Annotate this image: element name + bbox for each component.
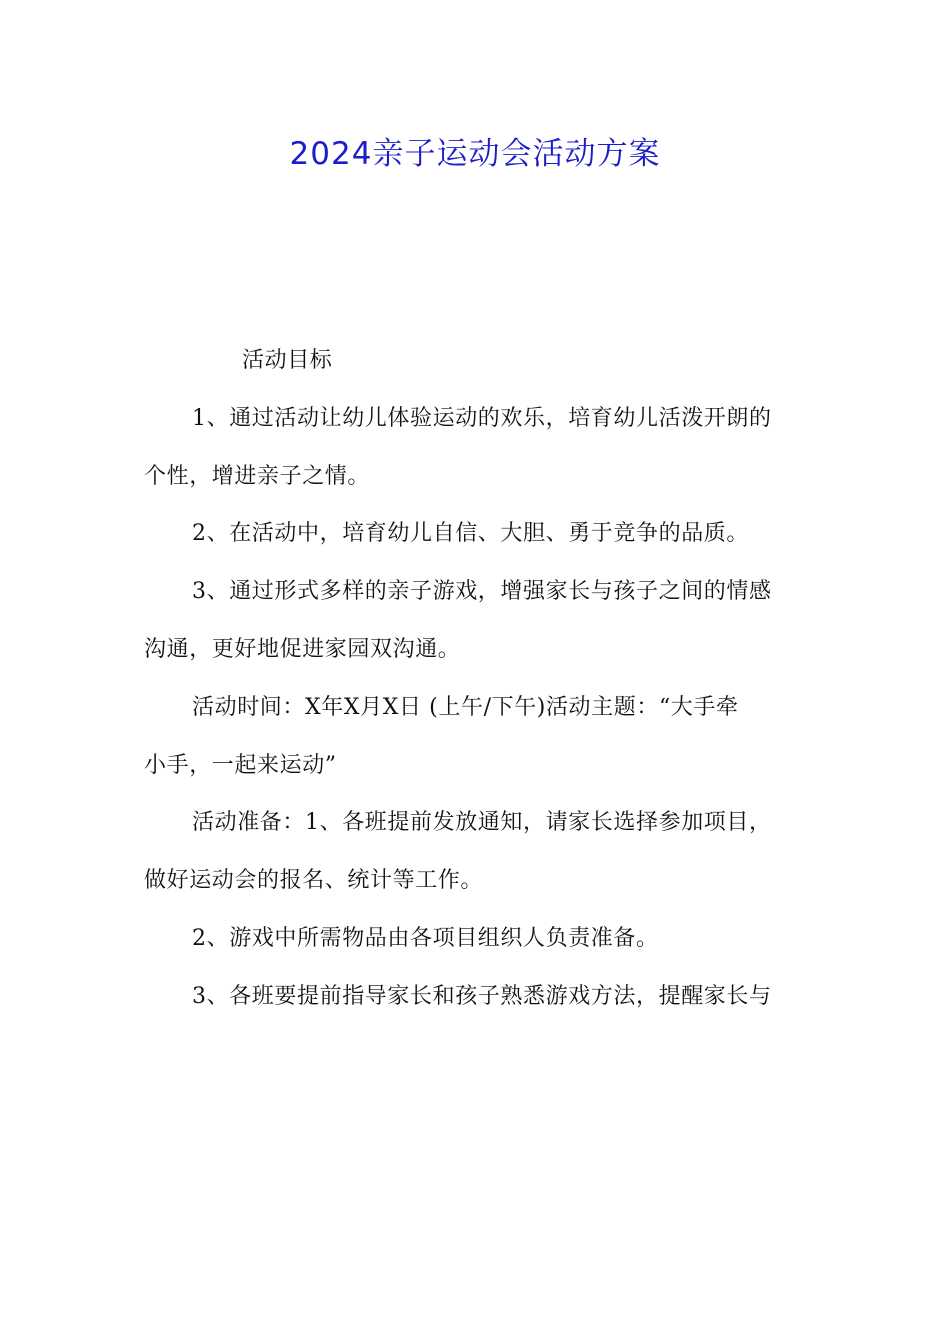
paragraph-line: 小手，一起来运动” (144, 752, 337, 778)
paragraph-line: 2、在活动中，培育幼儿自信、大胆、勇于竞争的品质。 (192, 521, 749, 547)
paragraph-line: 3、各班要提前指导家长和孩子熟悉游戏方法，提醒家长与 (192, 983, 772, 1009)
paragraph-line: 3、通过形式多样的亲子游戏，增强家长与孩子之间的情感 (192, 579, 772, 605)
document-title: 2024亲子运动会活动方案 (289, 136, 661, 172)
paragraph-line: 个性，增进亲子之情。 (144, 463, 371, 489)
paragraph-line: 1、通过活动让幼儿体验运动的欢乐，培育幼儿活泼开朗的 (192, 405, 772, 431)
paragraph-line: 2、游戏中所需物品由各项目组织人负责准备。 (192, 925, 659, 951)
paragraph-line: 活动准备：1、各班提前发放通知，请家长选择参加项目， (192, 810, 772, 836)
section-heading-activity-goals: 活动目标 (242, 348, 333, 373)
document-body (144, 332, 824, 1026)
paragraph-line: 活动时间：X年X月X日 (上午/下午)活动主题：“大手牵 (192, 694, 739, 720)
paragraph-line: 做好运动会的报名、统计等工作。 (144, 868, 484, 894)
paragraph-line: 沟通，更好地促进家园双沟通。 (144, 636, 461, 662)
